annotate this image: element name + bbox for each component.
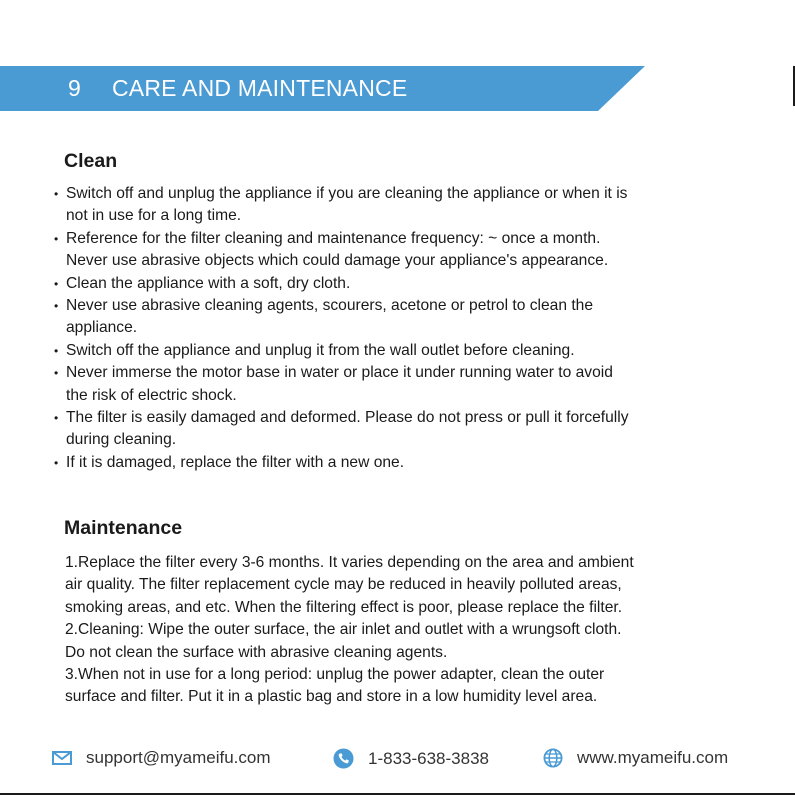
- clean-item-line: during cleaning.: [66, 431, 177, 449]
- maintenance-line: 3.When not in use for a long period: unplug the power adapter, clean the outer: [65, 666, 605, 684]
- clean-item-line: If it is damaged, replace the filter with a new one.: [66, 453, 405, 471]
- maintenance-heading: Maintenance: [64, 517, 183, 539]
- clean-item-line: appliance.: [66, 319, 138, 337]
- globe-icon: [543, 748, 563, 768]
- clean-heading: Clean: [64, 150, 118, 172]
- clean-item: [54, 362, 754, 407]
- clean-item-line: not in use for a long time.: [66, 207, 242, 225]
- envelope-icon: [52, 751, 72, 765]
- clean-item-line: Never use abrasive objects which could damage your appliance's appearance.: [66, 252, 609, 270]
- clean-item-line: Switch off the appliance and unplug it from the wall outlet before cleaning.: [66, 341, 575, 359]
- phone-icon: [333, 748, 354, 769]
- footer-website[interactable]: [543, 748, 728, 768]
- clean-item-line: the risk of electric shock.: [66, 386, 237, 404]
- clean-list: [54, 183, 754, 474]
- clean-item: [54, 452, 754, 474]
- maintenance-line: air quality. The filter replacement cycle may be reduced in heavily polluted areas,: [65, 576, 622, 594]
- maintenance-text: [65, 552, 765, 709]
- website-url: www.myameifu.com: [577, 748, 729, 767]
- clean-item: [54, 273, 754, 295]
- maintenance-line: 2.Cleaning: Wipe the outer surface, the air inlet and outlet with a wrungsoft cloth.: [65, 621, 622, 639]
- email-address: support@myameifu.com: [86, 748, 271, 767]
- clean-item-line: Never use abrasive cleaning agents, scourers, acetone or petrol to clean the: [66, 297, 594, 315]
- section-heading: [68, 75, 407, 102]
- clean-item: [54, 295, 754, 340]
- clean-item-line: Reference for the filter cleaning and maintenance frequency: ~ once a month.: [66, 229, 601, 247]
- clean-item-line: Clean the appliance with a soft, dry cloth.: [66, 274, 351, 292]
- clean-item-line: Switch off and unplug the appliance if you are cleaning the appliance or when it is: [66, 185, 628, 202]
- clean-item-line: The filter is easily damaged and deformed. Please do not press or pull it forcefully: [66, 409, 629, 427]
- clean-item: [54, 183, 754, 228]
- footer-email[interactable]: [52, 748, 271, 768]
- clean-item-line: Never immerse the motor base in water or place it under running water to avoid: [66, 364, 613, 382]
- clean-item: [54, 228, 754, 273]
- section-title: CARE AND MAINTENANCE: [112, 75, 408, 101]
- section-number: 9: [68, 75, 81, 101]
- maintenance-line: 1.Replace the filter every 3-6 months. It varies depending on the area and ambient: [65, 554, 634, 571]
- maintenance-line: surface and filter. Put it in a plastic bag and store in a low humidity level area.: [65, 688, 598, 706]
- footer-phone[interactable]: [333, 748, 489, 769]
- clean-item: [54, 340, 754, 362]
- maintenance-line: smoking areas, and etc. When the filtering effect is poor, please replace the filter.: [65, 598, 623, 616]
- contact-footer: [0, 748, 795, 774]
- maintenance-line: Do not clean the surface with abrasive cleaning agents.: [65, 643, 448, 661]
- clean-item: [54, 407, 754, 452]
- phone-number: 1-833-638-3838: [368, 748, 489, 768]
